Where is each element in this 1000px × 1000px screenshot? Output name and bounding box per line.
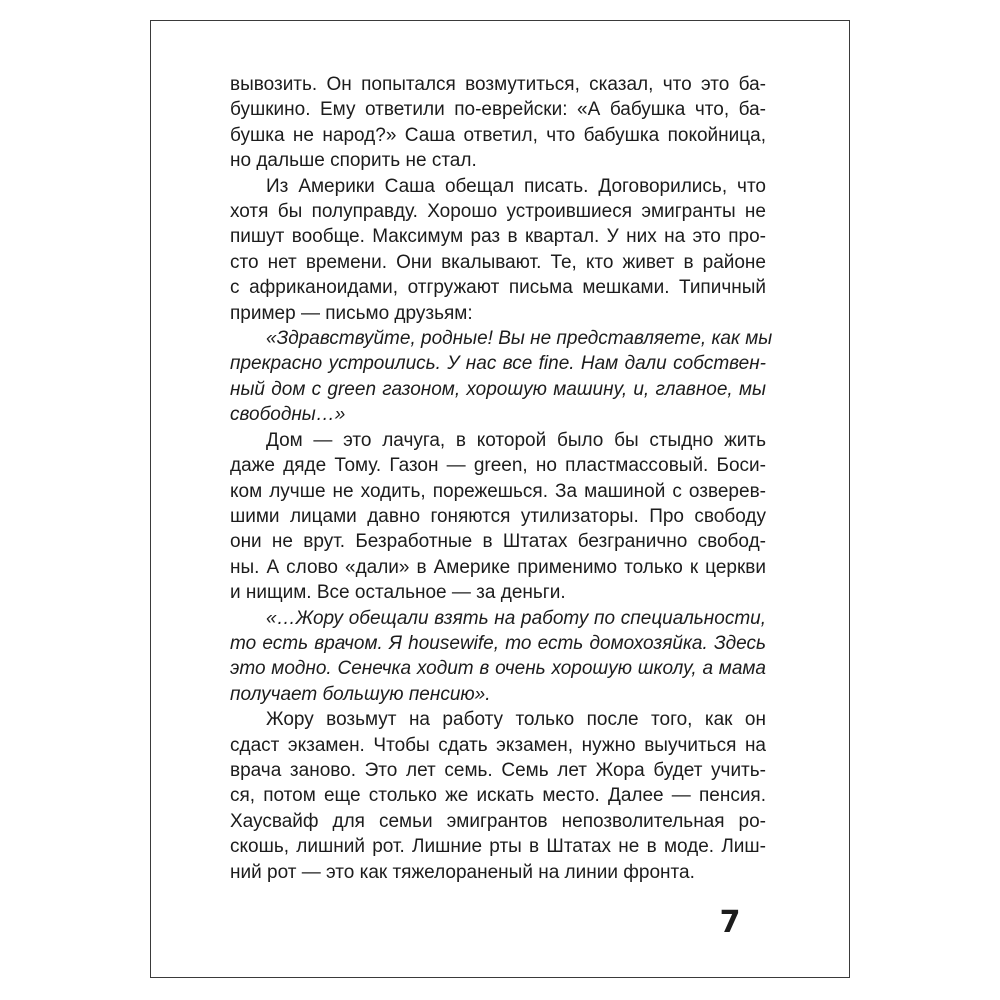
text-line: бушка не народ?» Саша ответил, что бабушка покойница, — [230, 124, 766, 146]
text-line: бушкино. Ему ответили по-еврейски: «А бабушка что, ба- — [230, 99, 766, 121]
quote-line: ный дом с green газоном, хорошую машину, и, главное, мы — [230, 378, 766, 400]
text-line: Дом — это лачуга, в которой было бы стыдно жить — [266, 429, 766, 451]
text-line: пишут вообще. Максимум раз в квартал. У них на это про- — [230, 226, 766, 248]
quote-line: то есть врачом. Я housewife, то есть домохозяйка. Здесь — [230, 632, 766, 654]
quote-line: прекрасно устроились. У нас все fine. Нам дали собствен- — [230, 353, 766, 375]
quote-line: «Здравствуйте, родные! Вы не представляете, как мы — [266, 328, 773, 350]
text-line: но дальше спорить не стал. — [230, 150, 477, 172]
text-line: ся, потом еще столько же искать место. Далее — пенсия. — [230, 785, 766, 807]
text-line: с африканоидами, отгружают письма мешками. Типичный — [230, 277, 766, 299]
text-line: пример — письмо друзьям: — [230, 302, 473, 324]
text-line: шими лицами давно гоняются утилизаторы. Про свободу — [230, 505, 766, 527]
text-line: они не врут. Безработные в Штатах безгранично свобод- — [230, 531, 766, 553]
text-line: даже дяде Тому. Газон — green, но пластмассовый. Боси- — [230, 455, 766, 477]
text-line: сдаст экзамен. Чтобы сдать экзамен, нужно выучиться на — [230, 734, 766, 756]
text-line: вывозить. Он попытался возмутиться, сказал, что это ба- — [230, 74, 766, 95]
text-line: хотя бы полуправду. Хорошо устроившиеся эмигранты не — [230, 201, 766, 223]
text-line: врача заново. Это лет семь. Семь лет Жора будет учить- — [230, 759, 766, 781]
text-line: Хаусвайф для семьи эмигрантов непозволительная ро- — [230, 810, 766, 832]
quote-line: «…Жору обещали взять на работу по специальности, — [266, 607, 766, 629]
text-line: и нищим. Все остальное — за деньги. — [230, 582, 566, 604]
text-line: сто нет времени. Они вкалывают. Те, кто живет в районе — [230, 251, 766, 273]
page-number: 7 — [719, 905, 741, 940]
text-line: ком лучше не ходить, порежешься. За машиной с озверев- — [230, 480, 766, 502]
text-line: Из Америки Саша обещал писать. Договорились, что — [266, 175, 766, 197]
quote-line: получает большую пенсию». — [230, 683, 491, 705]
text-line: скошь, лишний рот. Лишние рты в Штатах не в моде. Лиш- — [230, 836, 766, 858]
text-line: ний рот — это как тяжелораненый на линии фронта. — [230, 861, 695, 883]
quote-line: это модно. Сенечка ходит в очень хорошую школу, а мама — [230, 658, 766, 680]
body-text — [230, 72, 773, 885]
quote-line: свободны…» — [230, 404, 346, 426]
text-line: ны. А слово «дали» в Америке применимо только к церкви — [230, 556, 766, 578]
text-line: Жору возьмут на работу только после того, как он — [266, 709, 766, 731]
